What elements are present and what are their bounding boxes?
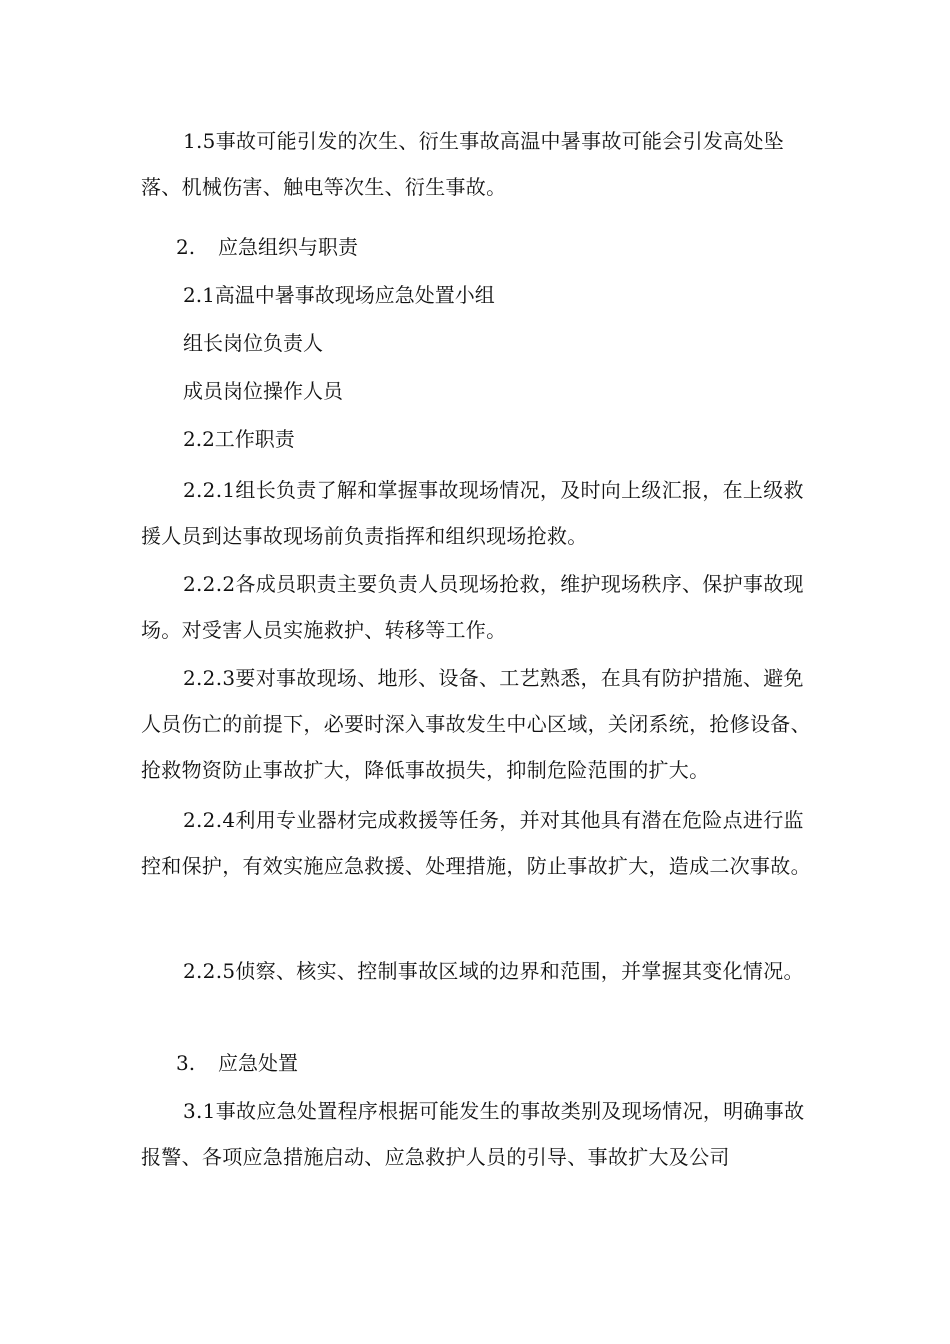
paragraph-2-1: 2.1高温中暑事故现场应急处置小组 xyxy=(183,283,495,307)
paragraph-2-2-5: 2.2.5侦察、核实、控制事故区域的边界和范围，并掌握其变化情况。 xyxy=(183,959,804,983)
heading-3 xyxy=(176,1048,298,1078)
paragraph-2-2: 2.2工作职责 xyxy=(183,427,295,451)
heading-3-title: 应急处置 xyxy=(218,1051,298,1075)
heading-2-title: 应急组织与职责 xyxy=(218,235,358,259)
heading-2 xyxy=(176,232,358,262)
paragraph-3-1: 3.1事故应急处置程序根据可能发生的事故类别及现场情况，明确事故报警、各项应急措施启动、应急救护人员的引导、事故扩大及公司 xyxy=(141,1099,805,1169)
paragraph-2-2-3: 2.2.3要对事故现场、地形、设备、工艺熟悉，在具有防护措施、避免人员伤亡的前提下，必要时深入事故发生中心区域，关闭系统，抢修设备、抢救物资防止事故扩大，降低事故损失，抑制危险范围的扩大。 xyxy=(141,666,811,782)
heading-2-number: 2. xyxy=(176,235,196,259)
paragraph-1-5: 1.5事故可能引发的次生、衍生事故高温中暑事故可能会引发高处坠落、机械伤害、触电等次生、衍生事故。 xyxy=(141,129,785,199)
paragraph-2-2-1: 2.2.1组长负责了解和掌握事故现场情况，及时向上级汇报，在上级救援人员到达事故现场前负责指挥和组织现场抢救。 xyxy=(141,478,804,548)
paragraph-2-2-2: 2.2.2各成员职责主要负责人员现场抢救，维护现场秩序、保护事故现场。对受害人员实施救护、转移等工作。 xyxy=(141,572,804,642)
paragraph-leader: 组长岗位负责人 xyxy=(183,331,323,355)
paragraph-2-2-4: 2.2.4利用专业器材完成救援等任务，并对其他具有潜在危险点进行监控和保护，有效实施应急救援、处理措施，防止事故扩大，造成二次事故。 xyxy=(141,808,811,878)
paragraph-member: 成员岗位操作人员 xyxy=(183,379,343,403)
heading-3-number: 3. xyxy=(176,1051,196,1075)
